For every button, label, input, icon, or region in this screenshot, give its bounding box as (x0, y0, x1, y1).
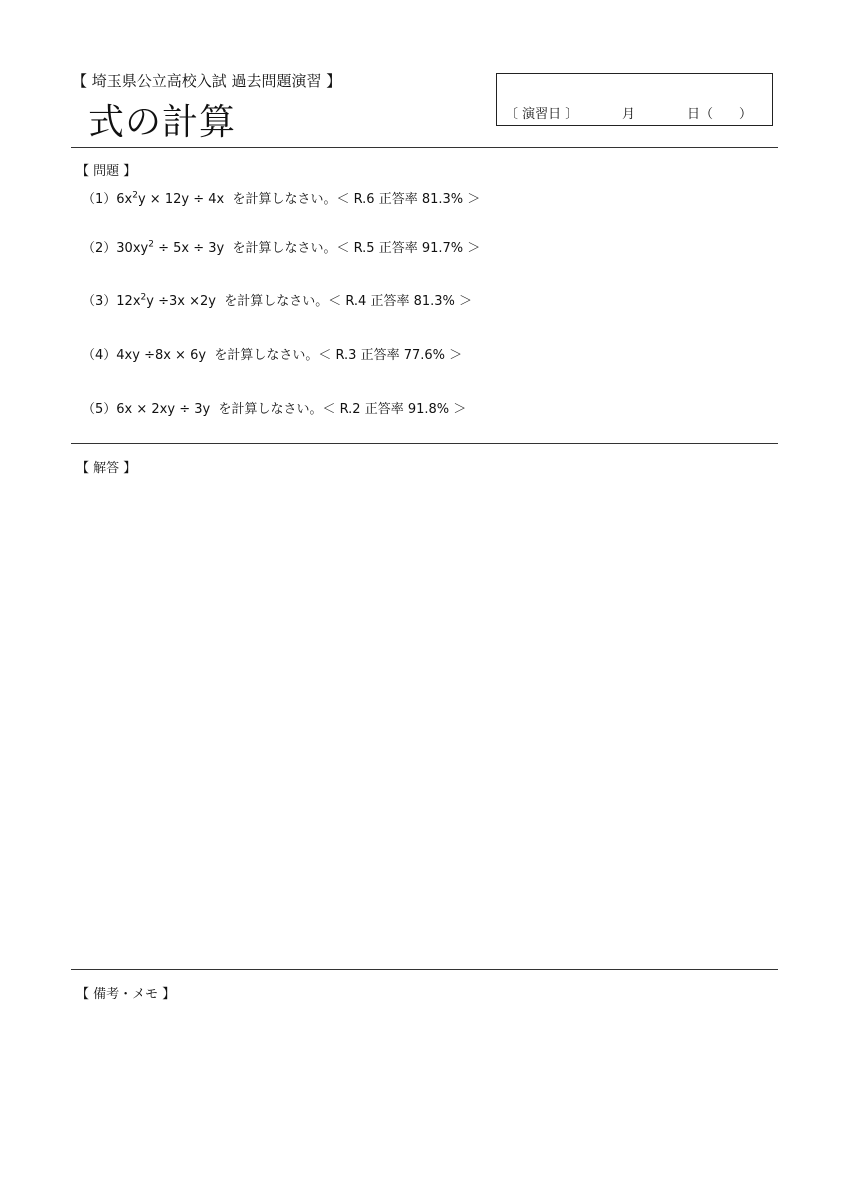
divider-notes (71, 969, 778, 970)
problem-instruction: を計算しなさい。＜ R.4 正答率 81.3% ＞ (224, 294, 473, 309)
problem-number: （4） (82, 348, 117, 363)
problem-number: （1） (82, 192, 117, 207)
problem-instruction: を計算しなさい。＜ R.5 正答率 91.7% ＞ (232, 241, 481, 256)
practice-date-box (496, 73, 773, 126)
notes-area[interactable] (71, 1005, 778, 1175)
expression-part: 30xy (116, 241, 149, 256)
expression-part: ÷ 5x ÷ 3y (153, 241, 225, 256)
exponent: 2 (132, 190, 138, 201)
answers-heading: 【 解答 】 (76, 461, 137, 476)
problem-5 (82, 398, 466, 417)
problem-instruction: を計算しなさい。＜ R.2 正答率 91.8% ＞ (218, 402, 467, 417)
day-label: 日（ ） (687, 107, 753, 122)
expression-part: 6x × 2xy ÷ 3y (116, 402, 211, 417)
problem-4 (82, 344, 462, 363)
expression-part: 6x (116, 192, 133, 207)
exponent: 2 (148, 239, 154, 250)
problem-3 (82, 290, 472, 309)
exponent: 2 (140, 292, 147, 303)
answer-area[interactable] (71, 475, 778, 965)
page-title: 式の計算 (88, 102, 237, 143)
worksheet-subtitle: 【 埼玉県公立高校入試 過去問題演習 】 (72, 72, 342, 90)
problem-number: （5） (82, 402, 117, 417)
month-label: 月 (622, 107, 636, 122)
expression-part: 12x (116, 294, 141, 309)
problems-heading: 【 問題 】 (76, 164, 137, 179)
divider-top (71, 147, 778, 148)
problem-instruction: を計算しなさい。＜ R.6 正答率 81.3% ＞ (232, 192, 481, 207)
expression-part: 4xy ÷8x × 6y (116, 348, 207, 363)
problem-2 (82, 237, 480, 256)
problem-number: （2） (82, 241, 117, 256)
divider-answers (71, 443, 778, 444)
problem-1 (82, 188, 480, 207)
problem-number: （3） (82, 294, 117, 309)
practice-date-label: 〔 演習日 〕 (505, 107, 579, 122)
notes-heading: 【 備考・メモ 】 (76, 987, 176, 1002)
expression-part: y × 12y ÷ 4x (137, 192, 225, 207)
expression-part: y ÷3x ×2y (146, 294, 216, 309)
problem-instruction: を計算しなさい。＜ R.3 正答率 77.6% ＞ (214, 348, 463, 363)
